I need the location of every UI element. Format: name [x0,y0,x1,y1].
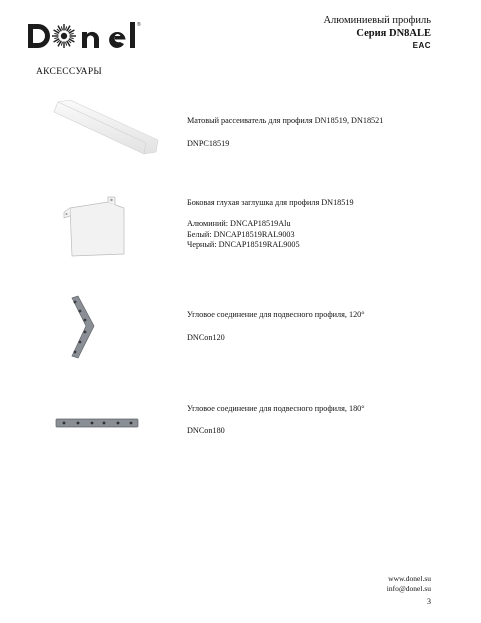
footer-website[interactable]: www.donel.su [388,574,431,583]
product-description: Боковая глухая заглушка для профиля DN18519 [187,198,354,207]
variant-list [187,219,447,251]
diffuser-image [50,96,164,158]
product-code: DNCon180 [187,426,225,435]
product-code: DNPC18519 [187,139,230,148]
variant-item: Белый: DNCAP18519RAL9003 [187,229,295,239]
footer-email[interactable]: info@donel.su [386,584,431,593]
product-description: Матовый рассеиватель для профиля DN18519, DN18521 [187,116,384,125]
variant-item: Алюминий: DNCAP18519Alu [187,219,291,228]
svg-text:®: ® [137,22,141,28]
product-code: DNCon120 [187,333,225,342]
product-description: Угловое соединение для подвесного профиля, 180° [187,404,365,413]
product-description: Угловое соединение для подвесного профиля, 120° [187,310,365,319]
connector-120-image [64,294,104,362]
donel-logo [26,18,172,52]
eac-mark: EAC [412,41,431,50]
section-heading: АКСЕССУАРЫ [36,67,102,77]
connector-180-image [54,416,140,430]
header-series: Серия DN8ALE [356,28,431,39]
variant-item: Черный: DNCAP18519RAL9005 [187,240,300,249]
header-title: Алюминиевый профиль [323,15,431,26]
end-cap-image [60,194,130,260]
page-number: 3 [427,597,431,606]
